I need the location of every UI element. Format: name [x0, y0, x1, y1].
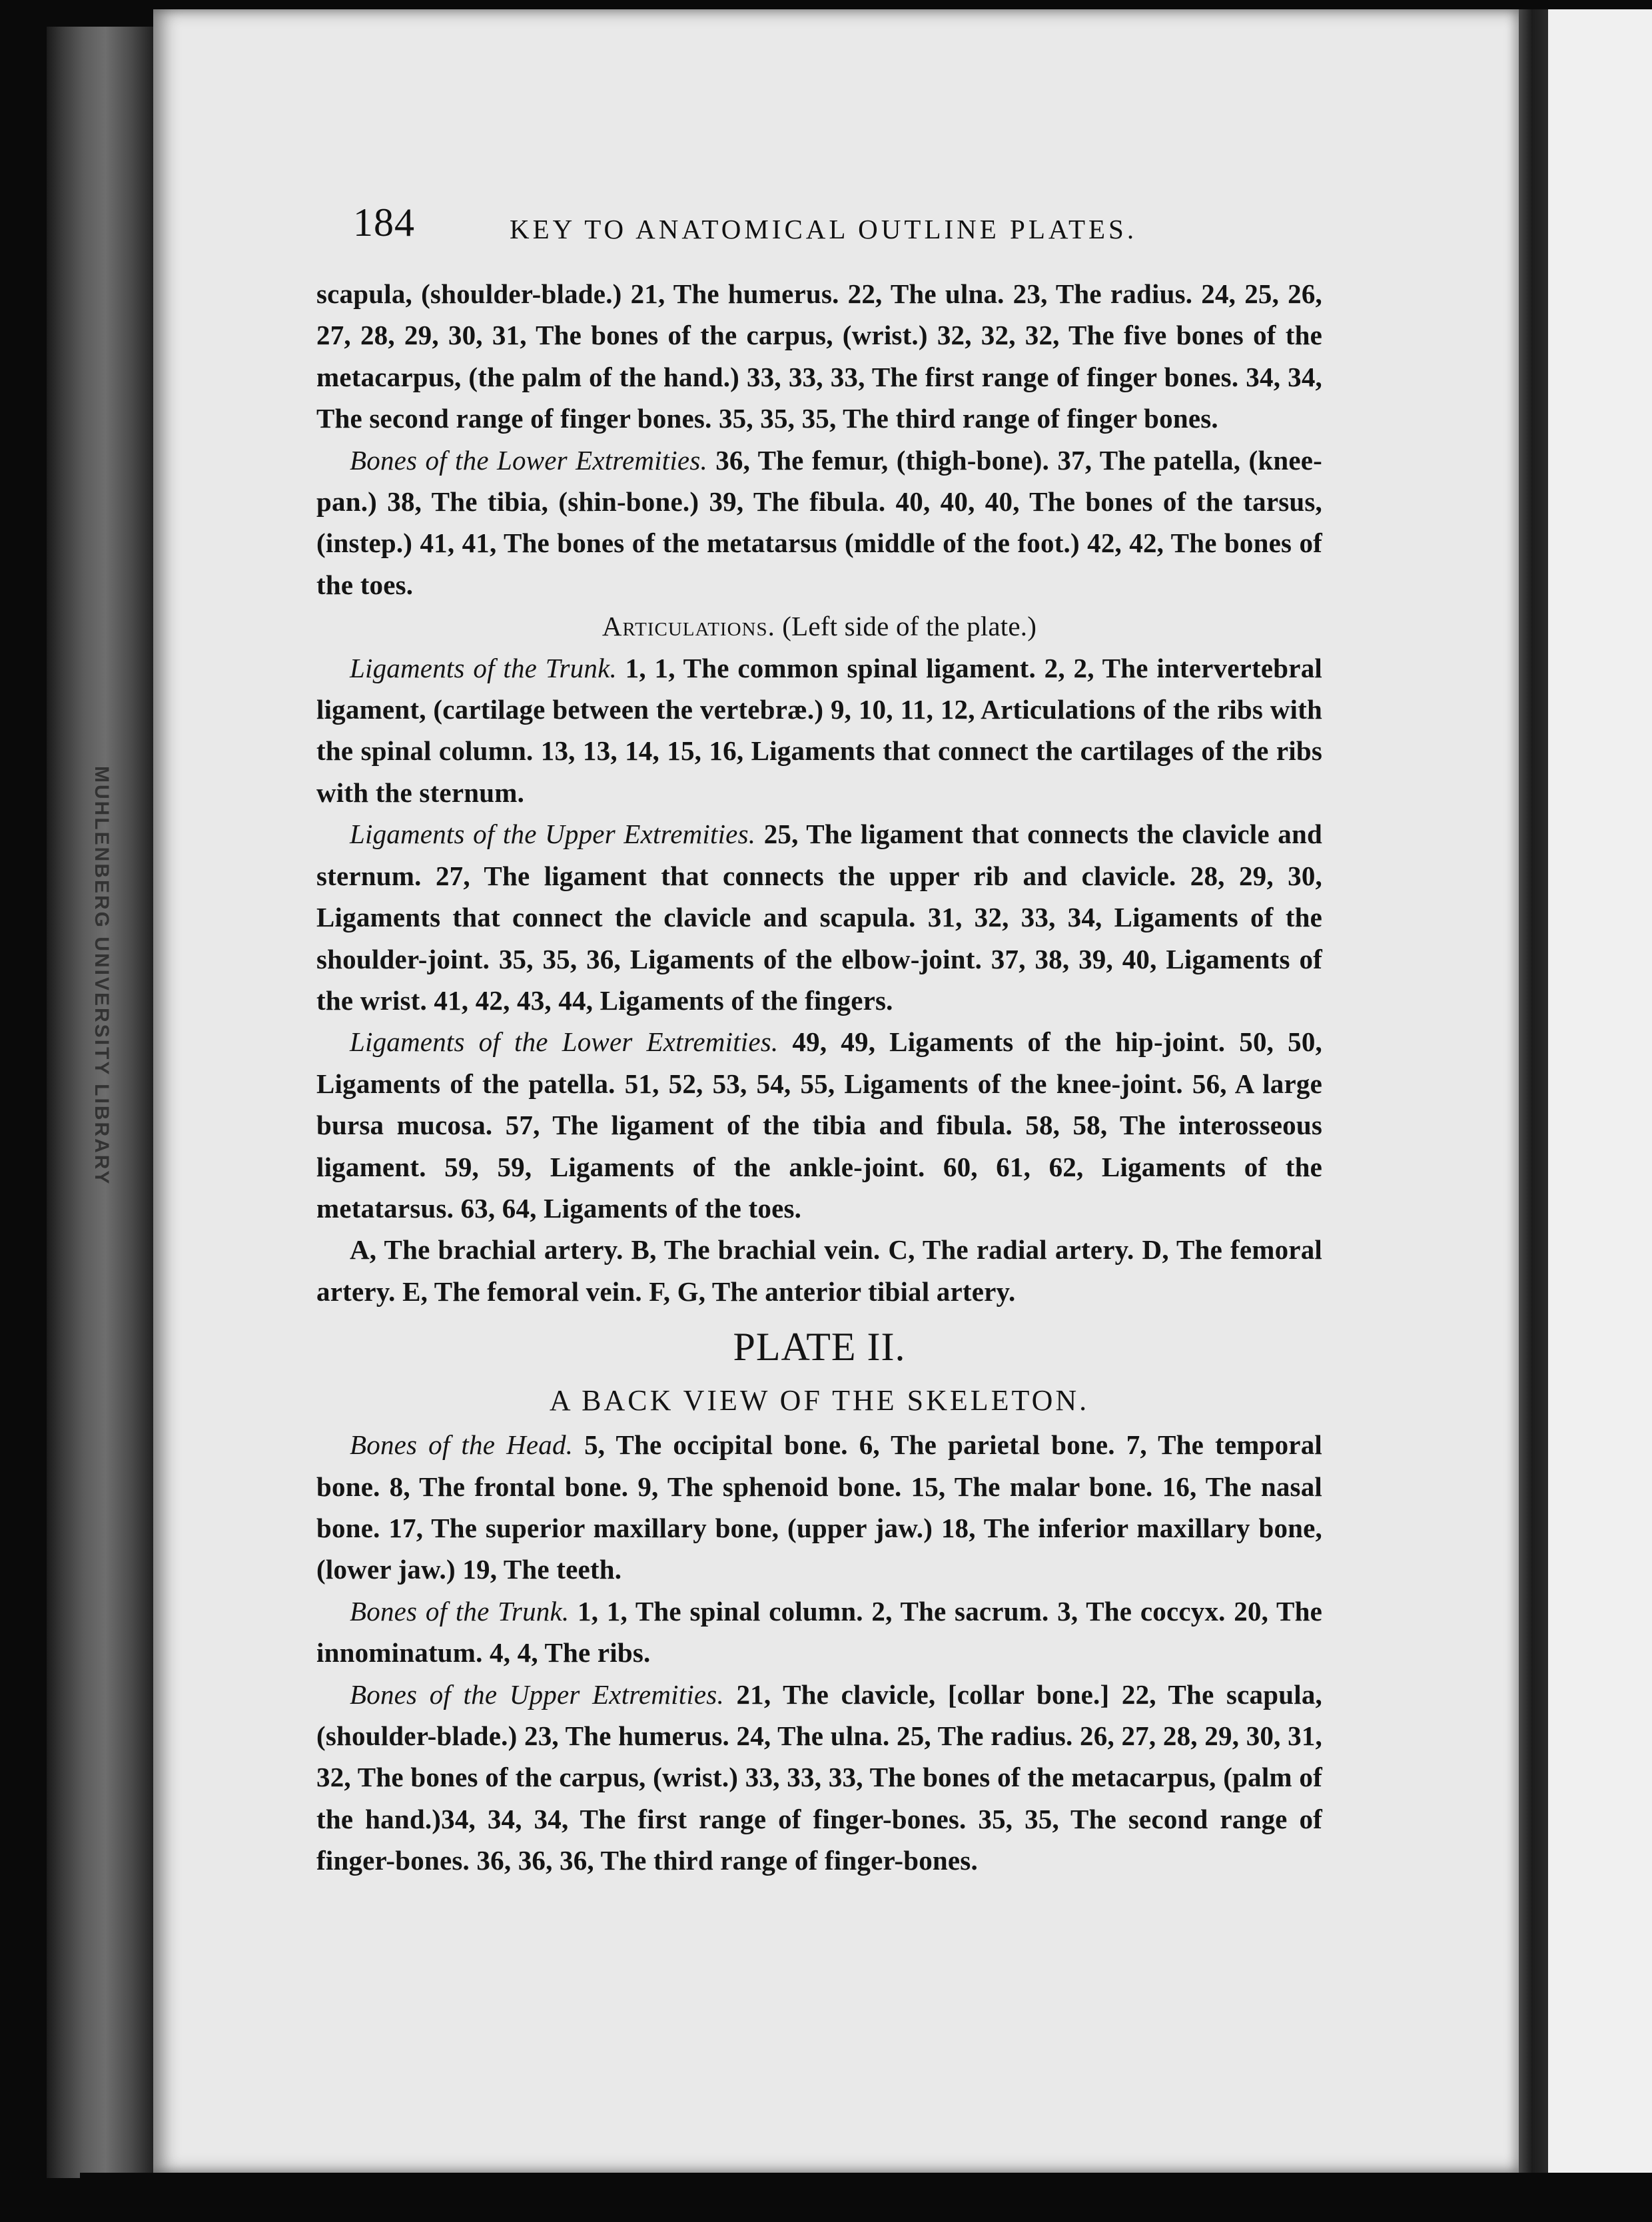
- scan-bottom-border: [80, 2173, 1652, 2222]
- section-heading: Ligaments of the Upper Extremities.: [350, 819, 756, 850]
- paragraph-bones-trunk: [316, 1591, 1322, 1674]
- articulations-note: (Left side of the plate.): [775, 611, 1037, 642]
- paragraph-ligaments-upper: [316, 813, 1322, 1021]
- articulations-title: Articulations.: [602, 611, 775, 642]
- paragraph-text: scapula, (shoulder-blade.) 21, The humerus. 22, The ulna. 23, The radius. 24, 25, 26, 27, 28, 29, 30, 31, The bones of the carpus, (wrist.) 32, 32, 32, The five bones of the metacarpus, (the palm of the hand.) 33, 33, 33, The first range of finger bones. 34, 34, The second range of finger bones. 35, 35, 35, The third range of finger bones.: [316, 278, 1322, 434]
- page-gutter: [1519, 9, 1548, 2173]
- paragraph-upper-extremities-continued: [316, 273, 1322, 440]
- facing-page-edge: [1548, 9, 1652, 2173]
- articulations-heading: [316, 605, 1322, 647]
- section-heading: Bones of the Trunk.: [350, 1595, 570, 1627]
- paragraph-text: 5, The occipital bone. 6, The parietal bone. 7, The temporal bone. 8, The frontal bone. 9, The sphenoid bone. 15, The malar bone. 16, The nasal bone. 17, The superior maxillary bone, (upper jaw.) 18, The inferior maxillary bone, (lower jaw.) 19, The teeth.: [316, 1429, 1322, 1585]
- plate-title: PLATE II.: [733, 1325, 906, 1369]
- paragraph-lower-extremities: [316, 440, 1322, 606]
- section-heading: Ligaments of the Trunk.: [350, 652, 617, 683]
- paragraph-bones-upper: [316, 1674, 1322, 1882]
- page-number: 184: [353, 200, 415, 244]
- paragraph-bones-head: [316, 1424, 1322, 1591]
- paragraph-text: 49, 49, Ligaments of the hip-joint. 50, 50, Ligaments of the patella. 51, 52, 53, 54, 55, Ligaments of the knee-joint. 56, A large bursa mucosa. 57, The ligament of the tibia and fibula. 58, 58, The interosseous ligament. 59, 59, Ligaments of the ankle-joint. 60, 61, 62, Ligaments of the metatarsus. 63, 64, Ligaments of the toes.: [316, 1026, 1322, 1224]
- section-heading: Bones of the Lower Extremities.: [350, 444, 707, 476]
- paragraph-text: 21, The clavicle, [collar bone.] 22, The scapula, (shoulder-blade.) 23, The humerus. 24, The ulna. 25, The radius. 26, 27, 28, 29, 30, 31, 32, The bones of the carpus, (wrist.) 33, 33, 33, The bones of the metacarpus, (palm of the hand.)34, 34, 34, The first range of finger-bones. 35, 35, The second range of finger-bones. 36, 36, 36, The third range of finger-bones.: [316, 1678, 1322, 1876]
- running-title: KEY TO ANATOMICAL OUTLINE PLATES.: [510, 214, 1138, 244]
- paragraph-text: 25, The ligament that connects the clavicle and sternum. 27, The ligament that connects the upper rib and clavicle. 28, 29, 30, Ligaments that connect the clavicle and scapula. 31, 32, 33, 34, Ligaments of the shoulder-joint. 35, 35, 36, Ligaments of the elbow-joint. 37, 38, 39, 40, Ligaments of the wrist. 41, 42, 43, 44, Ligaments of the fingers.: [316, 819, 1322, 1016]
- page-body: [316, 273, 1322, 1882]
- paragraph-ligaments-lower: [316, 1021, 1322, 1229]
- section-heading: Ligaments of the Lower Extremities.: [350, 1026, 779, 1058]
- paragraph-text: 1, 1, The spinal column. 2, The sacrum. 3, The coccyx. 20, The innominatum. 4, 4, The ribs.: [316, 1595, 1322, 1668]
- section-heading: Bones of the Upper Extremities.: [350, 1678, 724, 1710]
- paragraph-text: A, The brachial artery. B, The brachial vein. C, The radial artery. D, The femoral artery. E, The femoral vein. F, G, The anterior tibial artery.: [316, 1234, 1322, 1307]
- paragraph-vessels: [316, 1229, 1322, 1312]
- section-heading: Bones of the Head.: [350, 1429, 574, 1461]
- page-header: [353, 200, 1186, 253]
- paragraph-ligaments-trunk: [316, 647, 1322, 814]
- paragraph-text: 36, The femur, (thigh-bone). 37, The patella, (knee-pan.) 38, The tibia, (shin-bone.) 39, The fibula. 40, 40, 40, The bones of the tarsus, (instep.) 41, 41, The bones of the metatarsus (middle of the foot.) 42, 42, The bones of the toes.: [316, 444, 1322, 600]
- plate-subtitle: A BACK VIEW OF THE SKELETON.: [549, 1384, 1090, 1417]
- paragraph-text: 1, 1, The common spinal ligament. 2, 2, The intervertebral ligament, (cartilage between the vertebræ.) 9, 10, 11, 12, Articulations of the ribs with the spinal column. 13, 13, 14, 15, 16, Ligaments that connect the cartilages of the ribs with the sternum.: [316, 652, 1322, 808]
- spine-library-stamp: MUHLENBERG UNIVERSITY LIBRARY: [91, 766, 113, 1186]
